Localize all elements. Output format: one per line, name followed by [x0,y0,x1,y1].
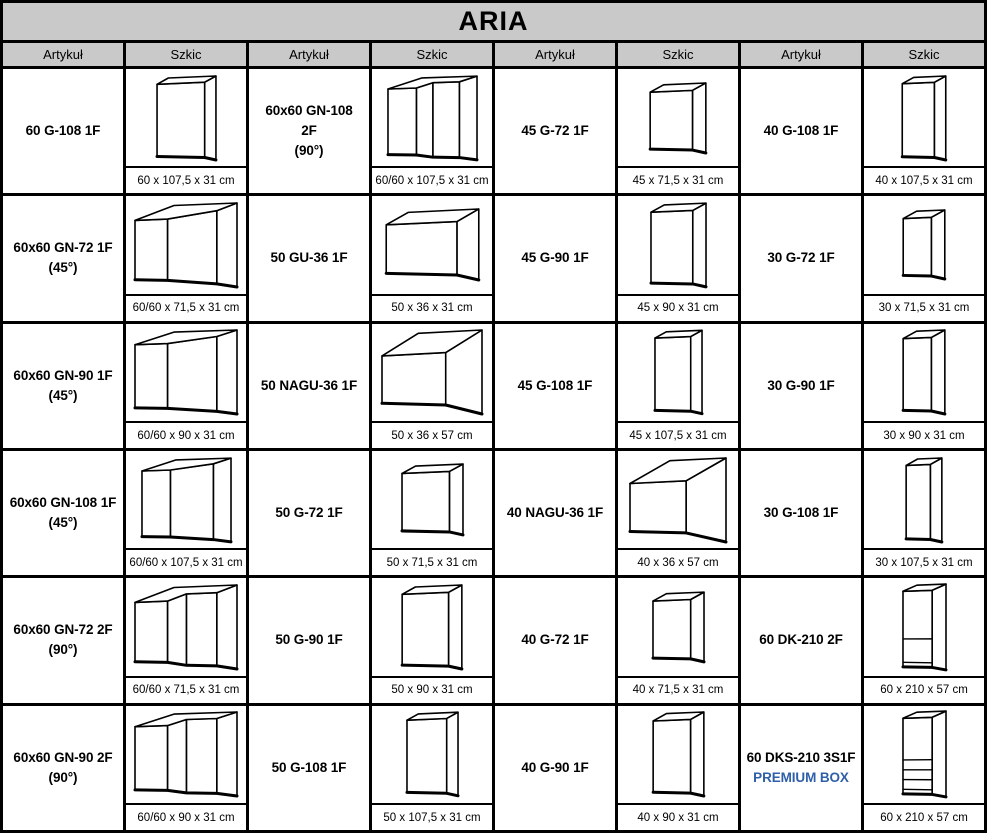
sketch-cell [126,451,246,575]
article-cell [249,196,369,320]
article-cell [495,196,615,320]
article-code: 45 G-72 1F [521,123,589,139]
article-code: 60x60 GN-108 1F [9,494,117,510]
article-cell [3,451,123,575]
column-header-artykul-3: Artykuł [495,43,615,66]
article-cell [249,451,369,575]
cabinet-sketch-box [154,73,219,163]
sketch-cell [126,196,246,320]
article-cell [3,706,123,830]
sketch-cell [372,451,492,575]
cabinet-sketch-box [399,582,465,672]
article-code: 50 NAGU-36 1F [260,377,358,393]
cabinet-sketch-corner-90 [385,73,480,163]
column-header-szkic-4: Szkic [864,43,984,66]
article-cell [741,451,861,575]
article-cell [495,451,615,575]
sketch-cell [618,578,738,702]
cabinet-sketch-box [399,461,466,538]
article-cell [249,69,369,193]
cabinet-sketch-box [404,709,461,799]
column-header-szkic-3: Szkic [618,43,738,66]
dimensions-caption: 30 x 90 x 31 cm [864,421,984,448]
column-header-artykul-2: Artykuł [249,43,369,66]
dimensions-caption: 50 x 90 x 31 cm [372,676,492,703]
cabinet-sketch-box [627,455,729,545]
article-code: 50 G-108 1F [271,759,347,775]
article-code: 60x60 GN-90 2F [13,749,113,765]
sketch-area [126,196,246,293]
sketch-cell [126,706,246,830]
article-cell [3,324,123,448]
cabinet-sketch-box [383,206,482,283]
sketch-area [618,69,738,166]
article-cell [3,578,123,702]
article-code: 40 G-90 1F [521,759,589,775]
sketch-cell [618,69,738,193]
article-variant: 2F [301,123,317,139]
sketch-cell [618,324,738,448]
sketch-cell [372,578,492,702]
cabinet-sketch-corner-90 [132,582,240,672]
sketch-cell [618,706,738,830]
column-header-szkic-1: Szkic [126,43,246,66]
sketch-area [372,196,492,293]
sketch-area [618,451,738,548]
sketch-cell [618,451,738,575]
dimensions-caption: 30 x 71,5 x 31 cm [864,294,984,321]
article-cell [741,578,861,702]
sketch-cell [864,69,984,193]
dimensions-caption: 60 x 107,5 x 31 cm [126,166,246,193]
cabinet-sketch-box [652,327,705,417]
cabinet-sketch-box [900,207,948,282]
sketch-cell [126,69,246,193]
sketch-cell [864,578,984,702]
article-cell [495,578,615,702]
dimensions-caption: 50 x 36 x 57 cm [372,421,492,448]
sketch-area [864,706,984,803]
sketch-area [372,69,492,166]
article-variant: (45°) [48,515,78,531]
sketch-cell [864,451,984,575]
article-code: 60x60 GN-90 1F [13,367,113,383]
article-code: 45 G-90 1F [521,250,589,266]
cabinet-sketch-tall-column [900,708,949,800]
sketch-cell [372,324,492,448]
dimensions-caption: 60/60 x 71,5 x 31 cm [126,294,246,321]
column-header-artykul-1: Artykuł [3,43,123,66]
article-cell [3,69,123,193]
column-header-artykul-4: Artykuł [741,43,861,66]
article-code: 60 DKS-210 3S1F [746,749,856,765]
article-code: 60 DK-210 2F [759,632,843,648]
dimensions-caption: 40 x 36 x 57 cm [618,548,738,575]
article-code: 40 G-108 1F [763,123,839,139]
article-cell [249,706,369,830]
dimensions-caption: 45 x 71,5 x 31 cm [618,166,738,193]
cabinet-sketch-box [650,589,707,665]
article-code: 30 G-72 1F [767,250,835,266]
dimensions-caption: 60/60 x 90 x 31 cm [126,803,246,830]
dimensions-caption: 45 x 107,5 x 31 cm [618,421,738,448]
article-variant: (45°) [48,260,78,276]
sketch-area [126,324,246,421]
article-code: 45 G-108 1F [517,377,593,393]
article-cell [249,578,369,702]
dimensions-caption: 60/60 x 71,5 x 31 cm [126,676,246,703]
sketch-area [618,196,738,293]
article-cell [741,706,861,830]
article-cell [741,69,861,193]
article-code: 30 G-108 1F [763,505,839,521]
sketch-area [864,196,984,293]
dimensions-caption: 30 x 107,5 x 31 cm [864,548,984,575]
sketch-area [126,706,246,803]
sketch-area [864,324,984,421]
article-variant: (45°) [48,387,78,403]
article-code: 50 G-90 1F [275,632,343,648]
dimensions-caption: 50 x 36 x 31 cm [372,294,492,321]
sketch-area [618,706,738,803]
sketch-cell [372,69,492,193]
sketch-cell [126,324,246,448]
article-code: 60 G-108 1F [25,123,101,139]
article-cell [495,324,615,448]
column-header-szkic-2: Szkic [372,43,492,66]
article-cell [3,196,123,320]
sketch-area [864,451,984,548]
article-variant: (90°) [48,642,78,658]
sketch-cell [864,706,984,830]
dimensions-caption: 60 x 210 x 57 cm [864,803,984,830]
sketch-cell [372,196,492,320]
sketch-area [372,451,492,548]
dimensions-caption: 40 x 71,5 x 31 cm [618,676,738,703]
article-cell [495,69,615,193]
cabinet-sketch-corner-45 [139,455,234,545]
dimensions-caption: 50 x 107,5 x 31 cm [372,803,492,830]
cabinet-sketch-box [379,327,485,417]
sketch-area [372,324,492,421]
sketch-area [864,578,984,675]
sketch-cell [126,578,246,702]
sketch-cell [618,196,738,320]
sketch-area [126,578,246,675]
cabinet-sketch-box [903,455,945,545]
cabinet-sketch-corner-90 [132,709,240,799]
article-cell [249,324,369,448]
dimensions-caption: 60/60 x 107,5 x 31 cm [126,548,246,575]
sketch-area [126,451,246,548]
cabinet-sketch-box [648,200,709,290]
sketch-area [618,324,738,421]
dimensions-caption: 60/60 x 90 x 31 cm [126,421,246,448]
cabinet-sketch-box [650,709,707,799]
article-variant: (90°) [294,143,324,159]
dimensions-caption: 40 x 90 x 31 cm [618,803,738,830]
article-code: 60x60 GN-72 2F [13,622,113,638]
cabinet-sketch-box [900,327,948,417]
article-code: 60x60 GN-108 [265,102,353,118]
dimensions-caption: 45 x 90 x 31 cm [618,294,738,321]
dimensions-caption: 60 x 210 x 57 cm [864,676,984,703]
article-code: 50 GU-36 1F [270,250,348,266]
sketch-area [126,69,246,166]
sketch-area [372,706,492,803]
article-cell [495,706,615,830]
sketch-area [864,69,984,166]
sketch-area [372,578,492,675]
sketch-cell [864,196,984,320]
sketch-cell [864,324,984,448]
dimensions-caption: 50 x 71,5 x 31 cm [372,548,492,575]
series-title: ARIA [3,3,984,40]
cabinet-sketch-box [647,80,709,156]
dimensions-caption: 40 x 107,5 x 31 cm [864,166,984,193]
article-code: 30 G-90 1F [767,377,835,393]
article-variant: (90°) [48,769,78,785]
sketch-area [618,578,738,675]
article-code: 50 G-72 1F [275,505,343,521]
dimensions-caption: 60/60 x 107,5 x 31 cm [372,166,492,193]
article-cell [741,196,861,320]
sketch-cell [372,706,492,830]
premium-box-label: PREMIUM BOX [753,769,849,785]
article-code: 40 NAGU-36 1F [506,505,604,521]
cabinet-sketch-corner-45 [132,327,240,417]
article-cell [741,324,861,448]
cabinet-sketch-corner-45 [132,200,240,290]
article-code: 60x60 GN-72 1F [13,240,113,256]
article-code: 40 G-72 1F [521,632,589,648]
cabinet-sketch-box [899,73,949,163]
cabinet-sketch-tall-column [900,581,949,673]
